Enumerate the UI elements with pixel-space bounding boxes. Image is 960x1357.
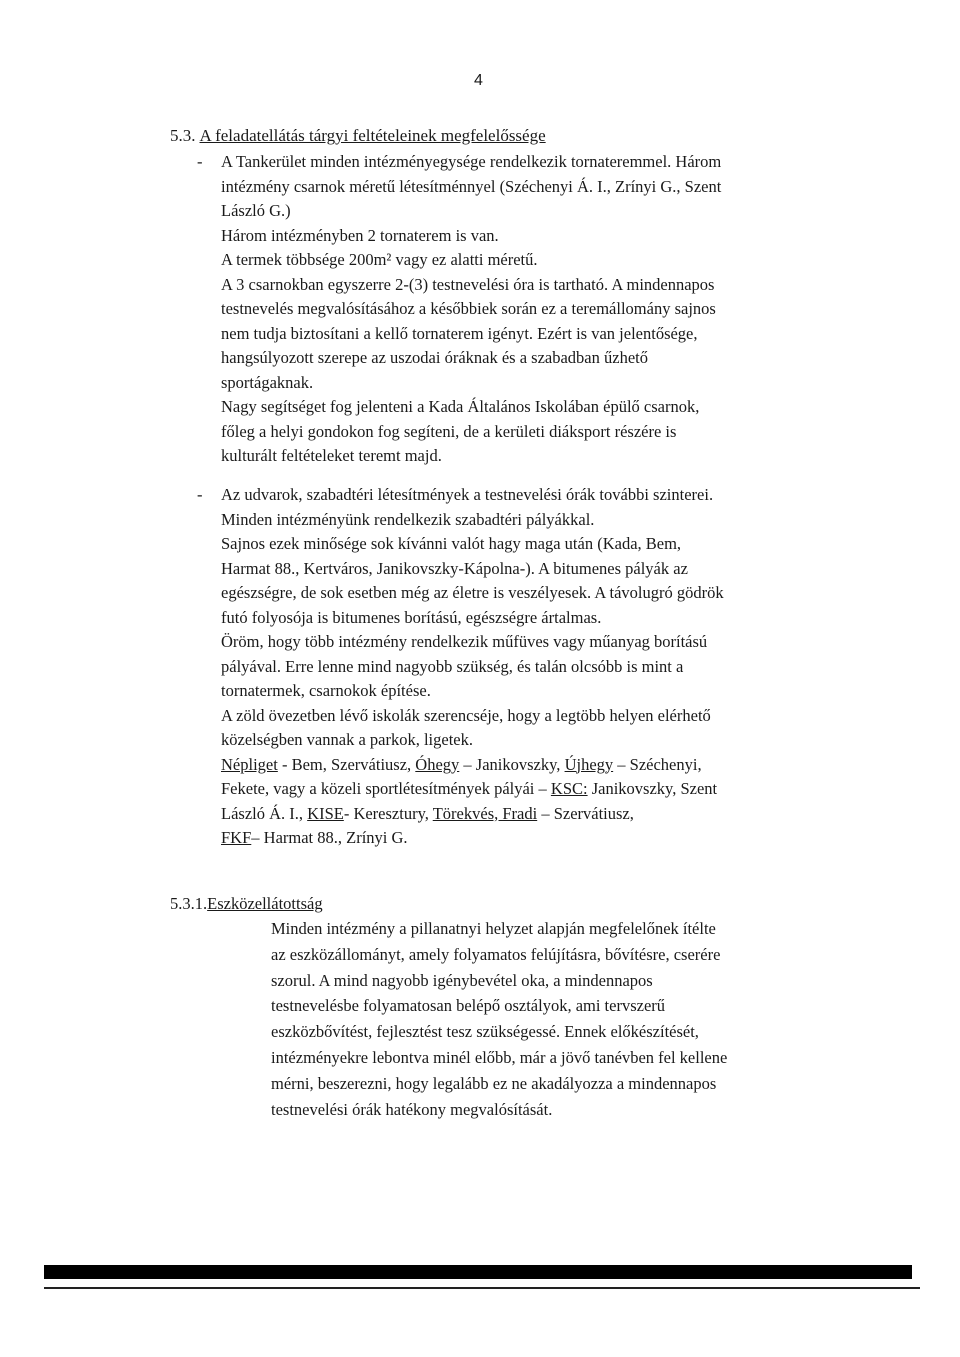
club-name: FKF (221, 828, 252, 847)
bullet-dash: - (197, 485, 203, 504)
scan-edge-bar (44, 1265, 912, 1279)
text-line: Az udvarok, szabadtéri létesítmények a testnevelési órák további szinterei. (221, 485, 714, 504)
text-fragment: - Keresztury, (343, 803, 433, 823)
bullet-dash: - (197, 152, 203, 171)
text-line: A 3 csarnokban egyszerre 2-(3) testnevelési óra is tartható. A mindennapos (221, 274, 715, 294)
text-line: Nagy segítséget fog jelenteni a Kada Általános Iskolában épülő csarnok, (221, 397, 700, 416)
text-line: mérni, beszerezni, hogy legalább ez ne akadályozza a mindennapos (271, 1073, 717, 1093)
text-line: testnevelési órák hatékony megvalósítását. (271, 1099, 553, 1119)
text-line: intézmény csarnok méretű létesítménnyel (Széchenyi Á. I., Zrínyi G., Szent (221, 176, 722, 196)
section-heading (170, 126, 546, 146)
section-title: A feladatellátás tárgyi feltételeinek megfelelőssége (199, 126, 546, 145)
club-name: KISE (307, 803, 344, 823)
text-line: közelségben vannak a parkok, ligetek. (221, 730, 473, 749)
scan-edge-line (44, 1287, 920, 1289)
parks-line (221, 753, 724, 778)
text-line: László G.) (221, 201, 291, 220)
subsection-paragraph (271, 916, 727, 1122)
text-line: intézményekre lebontva minél előbb, már a jövő tanévben fel kellene (271, 1047, 728, 1067)
text-line: egészségre, de sok esetben még az életre is veszélyesek. A távolugró gödrök (221, 583, 724, 602)
parks-line (221, 802, 724, 827)
bullet-text (221, 150, 721, 469)
park-name: Óhegy (415, 754, 460, 774)
subsection-number: 5.3.1. (170, 894, 208, 913)
page-number: 4 (474, 72, 483, 89)
text-line: eszközbővítést, fejlesztést tesz szükségessé. Ennek előkészítését, (271, 1022, 699, 1042)
subsection-title: Eszközellátottság (207, 894, 323, 913)
text-line: testnevelés megvalósításához a későbbiek során ez a teremállomány sajnos (221, 299, 716, 318)
text-line: tornatermek, csarnokok építése. (221, 681, 431, 700)
text-line: Három intézményben 2 tornaterem is van. (221, 225, 499, 245)
text-line: főleg a helyi gondokon fog segíteni, de a kerületi diáksport részére is (221, 421, 677, 441)
subsection-heading (170, 894, 323, 914)
text-line: Harmat 88., Kertváros, Janikovszky-Kápolna-). A bitumenes pályák az (221, 558, 688, 578)
text-line: sportágaknak. (221, 372, 314, 392)
text-line: Öröm, hogy több intézmény rendelkezik műfüves vagy műanyag borítású (221, 632, 708, 651)
text-fragment: – Széchenyi, (613, 754, 702, 774)
text-fragment: Fekete, vagy a közeli sportlétesítmények pályái – (221, 779, 551, 798)
park-name: Újhegy (564, 754, 614, 774)
bullet-text (221, 483, 724, 851)
text-line: A Tankerület minden intézményegysége rendelkezik tornateremmel. Három (221, 152, 722, 171)
text-line: A zöld övezetben lévő iskolák szerencséje, hogy a legtöbb helyen elérhető (221, 705, 711, 725)
park-name: Népliget (221, 754, 278, 774)
text-fragment: – Janikovszky, (459, 754, 565, 774)
parks-line (221, 826, 724, 851)
text-line: az eszközállományt, amely folyamatos felújításra, bővítésre, cserére (271, 944, 721, 964)
text-line: kulturált feltételeket teremt majd. (221, 446, 442, 465)
text-line: pályával. Erre lenne mind nagyobb szükség, és talán olcsóbb is mint a (221, 656, 684, 676)
text-line: Minden intézmény a pillanatnyi helyzet alapján megfelelőnek ítélte (271, 919, 716, 938)
text-fragment: - Bem, Szervátiusz, (277, 754, 416, 774)
text-line: A termek többsége 200m² vagy ez alatti méretű. (221, 250, 538, 269)
section-number: 5.3. (170, 126, 196, 145)
text-line: nem tudja biztosítani a kellő tornaterem igényt. Ezért is van jelentősége, (221, 323, 698, 343)
text-line: Minden intézményünk rendelkezik szabadtéri pályákkal. (221, 509, 595, 529)
text-fragment: László Á. I., (221, 803, 308, 823)
text-fragment: – Szervátiusz, (537, 803, 634, 823)
text-line: futó folyosója is bitumenes borítású, egészségre ártalmas. (221, 607, 602, 627)
text-fragment: Janikovszky, Szent (587, 779, 718, 798)
text-line: hangsúlyozott szerepe az uszodai óráknak és a szabadban űzhető (221, 348, 648, 367)
text-line: szorul. A mind nagyobb igénybevétel oka, a mindennapos (271, 970, 653, 990)
club-name: Törekvés, Fradi (432, 803, 538, 823)
text-fragment: – Harmat 88., Zrínyi G. (251, 828, 408, 847)
text-line: Sajnos ezek minősége sok kívánni valót hagy maga után (Kada, Bem, (221, 534, 682, 553)
text-line: testnevelésbe folyamatosan belépő osztályok, ami tervszerű (271, 996, 666, 1016)
parks-line (221, 777, 724, 802)
club-name: KSC: (550, 779, 588, 798)
